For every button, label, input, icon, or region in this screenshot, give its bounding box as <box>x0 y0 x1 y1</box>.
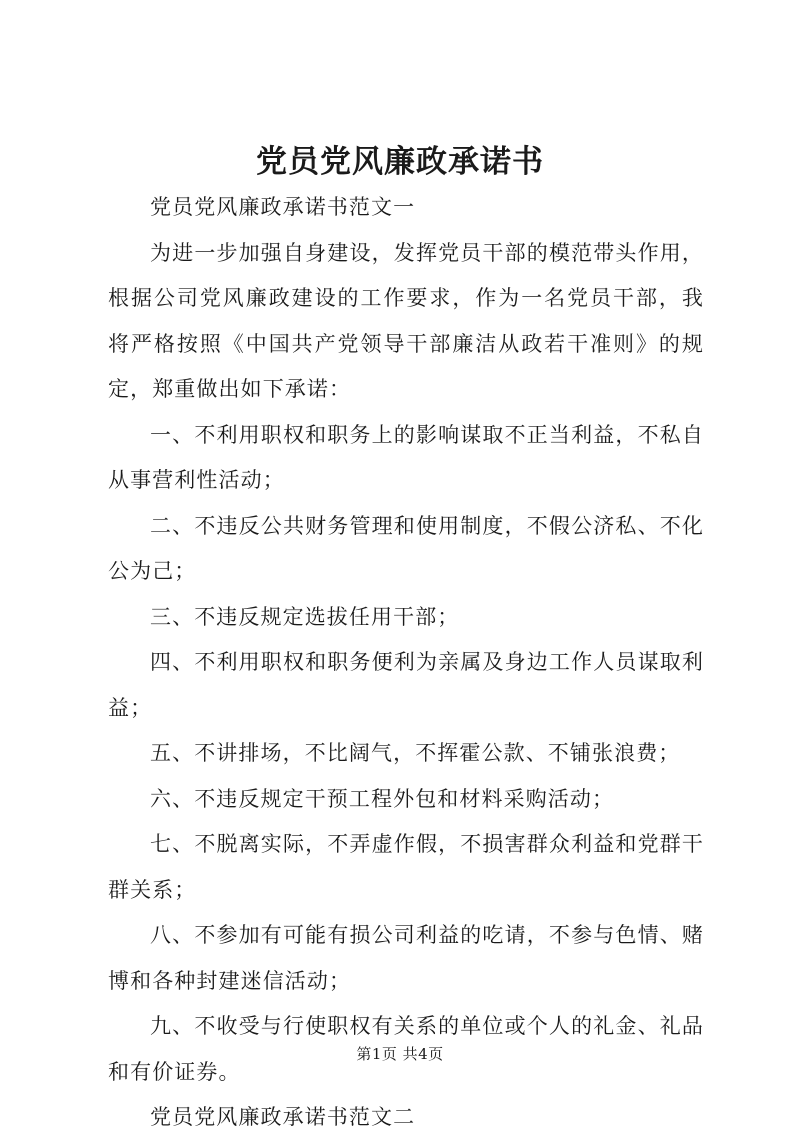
commitment-item-4: 四、不利用职权和职务便利为亲属及身边工作人员谋取利益； <box>108 650 704 720</box>
intro-paragraph: 为进一步加强自身建设，发挥党员干部的模范带头作用，根据公司党风廉政建设的工作要求，作为一名党员干部，我将严格按照《中国共产党领导干部廉洁从政若干准则》的规定，郑重做出如下承诺： <box>108 240 704 401</box>
commitment-item-8: 八、不参加有可能有损公司利益的吃请，不参与色情、赌博和各种封建迷信活动； <box>108 923 704 993</box>
commitment-item-2: 二、不违反公共财务管理和使用制度，不假公济私、不化公为己； <box>108 513 704 583</box>
document-body <box>108 185 704 1141</box>
document-title: 党员党风廉政承诺书 <box>256 144 544 180</box>
page-number-footer: 第1页 共4页 <box>356 1045 444 1063</box>
commitment-item-9: 九、不收受与行使职权有关系的单位或个人的礼金、礼品和有价证券。 <box>108 1014 704 1084</box>
commitment-item-3: 三、不违反规定选拔任用干部； <box>150 604 460 629</box>
commitment-item-5: 五、不讲排场，不比阔气，不挥霍公款、不铺张浪费； <box>150 741 681 765</box>
section-heading-sample-two: 党员党风廉政承诺书范文二 <box>150 1105 416 1129</box>
commitment-item-7: 七、不脱离实际，不弄虚作假，不损害群众利益和党群干群关系； <box>108 832 704 902</box>
commitment-item-6: 六、不违反规定干预工程外包和材料采购活动； <box>150 786 615 811</box>
section-heading-sample-one: 党员党风廉政承诺书范文一 <box>150 195 416 219</box>
commitment-item-1: 一、不利用职权和职务上的影响谋取不正当利益，不私自从事营利性活动； <box>108 422 704 492</box>
